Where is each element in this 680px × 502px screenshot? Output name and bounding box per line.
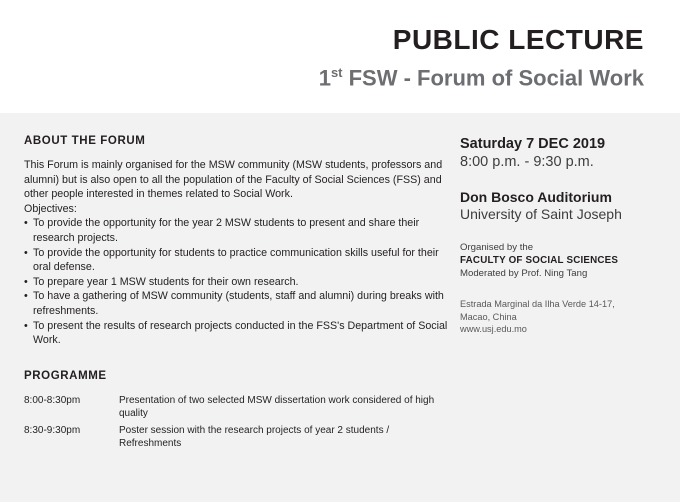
right-column	[456, 135, 650, 502]
address-line-1: Estrada Marginal da Ilha Verde 14-17,	[460, 299, 615, 309]
moderator-name: Moderated by Prof. Ning Tang	[460, 268, 588, 279]
list-item: • To have a gathering of MSW community (students, staff and alumni) during breaks with refreshments.	[24, 289, 448, 318]
subtitle-rest: FSW - Forum of Social Work	[342, 65, 644, 91]
subtitle-ordinal: st	[330, 65, 343, 80]
left-column	[24, 135, 456, 502]
objectives-label: Objectives:	[24, 202, 77, 215]
about-section-title: ABOUT THE FORUM	[24, 135, 146, 147]
organiser-label: Organised by the	[460, 242, 534, 253]
programme-time: 8:30-9:30pm	[24, 424, 81, 436]
subtitle-number: 1	[318, 65, 331, 91]
programme-section-title: PROGRAMME	[24, 369, 107, 382]
address-line-2: Macao, China	[460, 311, 517, 322]
poster-body	[0, 113, 680, 502]
list-item: • To present the results of research projects conducted in the FSS's Department of Social Work.	[24, 319, 448, 348]
about-intro-text: This Forum is mainly organised for the MSW community (MSW students, professors and alumni) but is also open to all the population of the Faculty of Social Sciences (FSS) and other people interested in themes related to Social Work.	[24, 159, 443, 201]
objectives-list	[24, 216, 448, 347]
programme-row	[24, 394, 448, 421]
event-venue-institution: University of Saint Joseph	[460, 206, 622, 222]
programme-time: 8:00-8:30pm	[24, 394, 81, 406]
event-time: 8:00 p.m. - 9:30 p.m.	[460, 154, 594, 170]
event-date: Saturday 7 DEC 2019	[460, 136, 606, 152]
page-subtitle	[319, 66, 644, 89]
organiser-name: FACULTY OF SOCIAL SCIENCES	[460, 255, 619, 266]
poster-header	[0, 0, 680, 113]
programme-description: Poster session with the research projects of year 2 students / Refreshments	[119, 424, 390, 449]
list-item: • To provide the opportunity for the year 2 MSW students to present and share their research projects.	[24, 216, 448, 245]
page-title: PUBLIC LECTURE	[392, 24, 644, 55]
event-venue: Don Bosco Auditorium	[460, 189, 612, 205]
programme-description: Presentation of two selected MSW dissertation work considered of high quality	[119, 394, 435, 420]
list-item: • To prepare year 1 MSW students for their own research.	[24, 275, 448, 290]
programme-row	[24, 424, 448, 451]
list-item: • To provide the opportunity for students to practice communication skills useful for their oral defense.	[24, 246, 448, 275]
website-url[interactable]: www.usj.edu.mo	[460, 324, 527, 335]
